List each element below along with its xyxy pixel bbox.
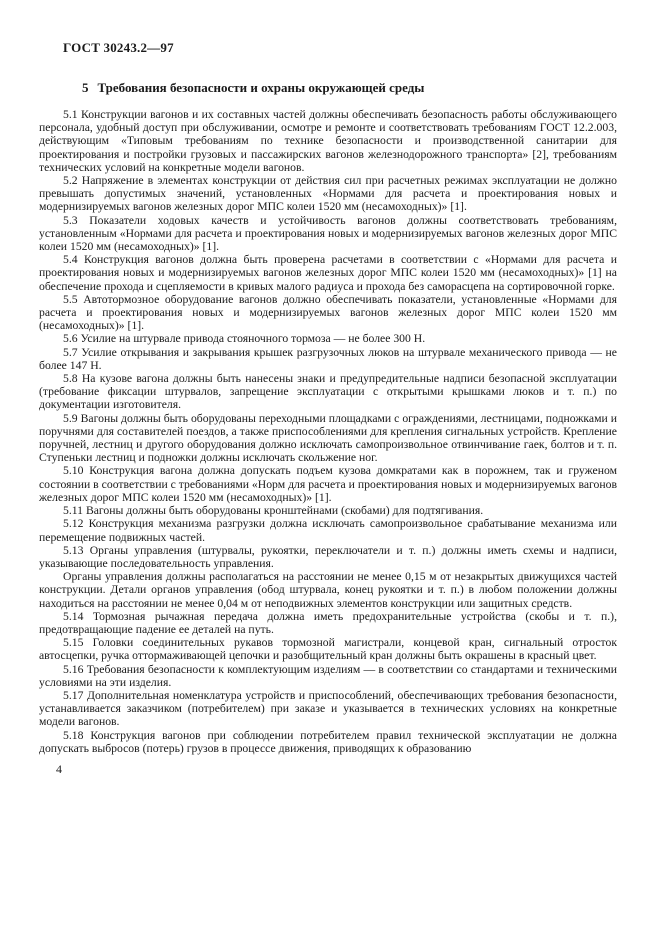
clause-5-11: 5.11 Вагоны должны быть оборудованы кронштейнами (скобами) для подтягивания. — [63, 504, 484, 518]
clause-5-1: 5.1 Конструкции вагонов и их составных частей должны обеспечивать безопасность работы обслуживающего персонала, удобный доступ при обслуживании, осмотре и ремонте и соответствовать требованиям ГОСТ 12.2.003, действующим «Типовым требованиям по технике безопасности и производственной санитарии для проектирования и постройки грузовых и пассажирских вагонов железнодорожного транспорта» [2], требованиям технических условий на конкретные модели вагонов. — [39, 108, 617, 174]
section-number: 5 — [82, 80, 89, 95]
clause-5-13-continued: Органы управления должны располагаться на расстоянии не менее 0,15 м от незакрытых движущихся частей конструкции. Детали органов управления (обод штурвала, конец рукоятки и т. п.) в любом положении должны находиться на расстоянии не менее 0,04 м от неподвижных элементов конструкции или защитных средств. — [39, 570, 617, 610]
clause-5-12: 5.12 Конструкция механизма разгрузки должна исключать самопроизвольное срабатывание механизма или перемещение подвижных частей. — [39, 517, 617, 544]
page-number: 4 — [56, 761, 62, 776]
clause-5-4: 5.4 Конструкция вагонов должна быть проверена расчетами в соответствии с «Нормами для расчета и проектирования новых и модернизируемых вагонов железных дорог МПС колеи 1520 мм (несамоходных)» [1] на обеспечение прохода и сцепляемости в кривых малого радиуса и прохода без саморасцепа на сортировочной горке. — [39, 253, 617, 293]
clause-5-13: 5.13 Органы управления (штурвалы, рукоятки, переключатели и т. п.) должны иметь схемы и надписи, указывающие последовательность управления. — [39, 543, 617, 570]
clause-5-10: 5.10 Конструкция вагона должна допускать подъем кузова домкратами как в порожнем, так и груженом состоянии в соответствии с требованиями «Норм для расчета и проектирования новых и модернизируемых вагонов железных дорог МПС колеи 1520 мм (несамоходных)» [1]. — [39, 464, 617, 504]
standard-number: ГОСТ 30243.2—97 — [63, 40, 174, 55]
clause-5-6: 5.6 Усилие на штурвале привода стояночного тормоза — не более 300 Н. — [63, 332, 426, 346]
section-title — [82, 80, 617, 96]
section-title-text: Требования безопасности и охраны окружающей среды — [97, 80, 425, 95]
clause-5-3: 5.3 Показатели ходовых качеств и устойчивость вагонов должны соответствовать требованиям, установленным «Нормами для расчета и проектирования новых и модернизируемых вагонов железных дорог МПС колеи 1520 мм (несамоходных)» [1]. — [39, 213, 617, 254]
clause-5-17: 5.17 Дополнительная номенклатура устройств и приспособлений, обеспечивающих требования безопасности, устанавливается заказчиком (потребителем) при заказе и указывается в технических условиях на конкретные модели вагонов. — [39, 688, 617, 729]
clause-5-7: 5.7 Усилие открывания и закрывания крышек разгрузочных люков на штурвале механического привода — не более 147 Н. — [39, 345, 617, 372]
clause-5-16: 5.16 Требования безопасности к комплектующим изделиям — в соответствии со стандартами и техническими условиями на эти изделия. — [39, 662, 617, 689]
clause-5-2: 5.2 Напряжение в элементах конструкции от действия сил при расчетных режимах эксплуатации не должно превышать допустимых значений, установленных «Нормами для расчета и проектирования новых и модернизируемых вагонов железных дорог МПС колеи 1520 мм (несамоходных)» [1]. — [39, 174, 617, 214]
clause-5-18: 5.18 Конструкция вагонов при соблюдении потребителем правил технической эксплуатации не должна допускать выбросов (потерь) грузов в процессе движения, приводящих к образованию — [39, 728, 617, 755]
clause-5-14: 5.14 Тормозная рычажная передача должна иметь предохранительные устройства (скобы и т. п.), предотвращающие падение ее деталей на путь. — [39, 609, 617, 636]
clause-5-5: 5.5 Автотормозное оборудование вагонов должно обеспечивать показатели, установленные «Нормами для расчета и проектирования новых и модернизируемых вагонов железных дорог МПС колеи 1520 мм (несамоходных)» [1]. — [39, 292, 617, 333]
clause-5-15: 5.15 Головки соединительных рукавов тормозной магистрали, концевой кран, сигнальный отросток автосцепки, ручка оттормаживающей цепочки и разобщительный кран должны быть окрашены в красный цвет. — [39, 636, 617, 663]
clause-5-9: 5.9 Вагоны должны быть оборудованы переходными площадками с ограждениями, лестницами, подножками и поручнями для составителей поездов, а также приспособлениями для крепления сигнальных устройств. Крепление поручней, лестниц и другого оборудования должно исключать самопроизвольное отвинчивание гаек, болтов и т. п. Ступеньки лестниц и подножки должны исключать скольжение ног. — [39, 411, 617, 465]
clause-5-8: 5.8 На кузове вагона должны быть нанесены знаки и предупредительные надписи безопасной эксплуатации (требование фиксации штурвалов, запрещение эксплуатации с открытыми крышками люков и т. п.) по документации изготовителя. — [39, 372, 617, 412]
section-body — [39, 108, 617, 755]
